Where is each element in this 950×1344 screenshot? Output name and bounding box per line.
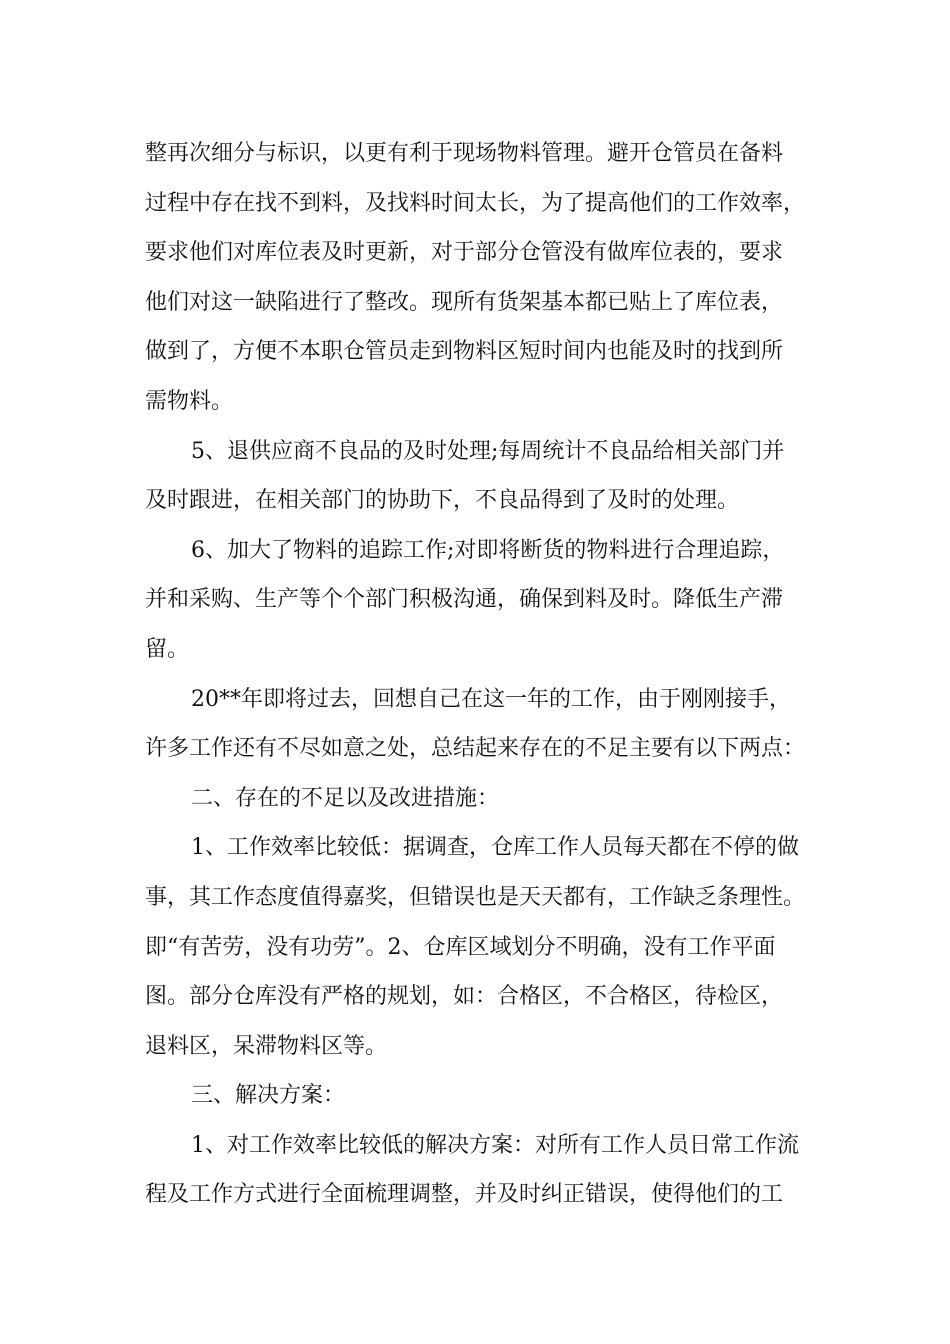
- text-line: 图。部分仓库没有严格的规划，如：合格区，不合格区，待检区，: [145, 984, 784, 1010]
- text-line: 过程中存在找不到料，及找料时间太长，为了提高他们的工作效率，: [145, 190, 806, 216]
- text-line: 他们对这一缺陷进行了整改。现所有货架基本都已贴上了库位表，: [145, 289, 784, 315]
- text-line: 整再次细分与标识，以更有利于现场物料管理。避开仓管员在备料: [145, 141, 784, 166]
- text-line: 三、解决方案：: [191, 1083, 346, 1109]
- text-line: 程及工作方式进行全面梳理调整，并及时纠正错误，使得他们的工: [145, 1182, 784, 1208]
- text-line: 事，其工作态度值得嘉奖，但错误也是天天都有，工作缺乏条理性。: [145, 884, 806, 910]
- text-line: 20**年即将过去，回想自己在这一年的工作，由于刚刚接手，: [191, 686, 791, 712]
- text-line: 退料区，呆滞物料区等。: [145, 1033, 388, 1059]
- text-line: 即“有苦劳，没有功劳”。2、仓库区域划分不明确，没有工作平面: [145, 934, 776, 960]
- text-line: 要求他们对库位表及时更新，对于部分仓管没有做库位表的，要求: [145, 240, 784, 266]
- text-line: 留。: [145, 636, 190, 662]
- text-line: 6、加大了物料的追踪工作;对即将断货的物料进行合理追踪，: [191, 537, 785, 563]
- text-line: 许多工作还有不尽如意之处，总结起来存在的不足主要有以下两点：: [145, 736, 806, 762]
- text-line: 需物料。: [145, 388, 234, 414]
- text-line: 做到了，方便不本职仓管员走到物料区短时间内也能及时的找到所: [145, 339, 784, 365]
- text-line: 5、退供应商不良品的及时处理;每周统计不良品给相关部门并: [191, 438, 785, 464]
- document-body: [145, 129, 810, 1220]
- text-line: 1、工作效率比较低：据调查，仓库工作人员每天都在不停的做: [191, 835, 799, 861]
- text-line: 及时跟进，在相关部门的协助下，不良品得到了及时的处理。: [145, 488, 740, 514]
- text-line: 二、存在的不足以及改进措施：: [191, 785, 500, 811]
- text-line: 1、对工作效率比较低的解决方案：对所有工作人员日常工作流: [191, 1132, 799, 1158]
- text-line: 并和采购、生产等个个部门积极沟通，确保到料及时。降低生产滞: [145, 587, 784, 613]
